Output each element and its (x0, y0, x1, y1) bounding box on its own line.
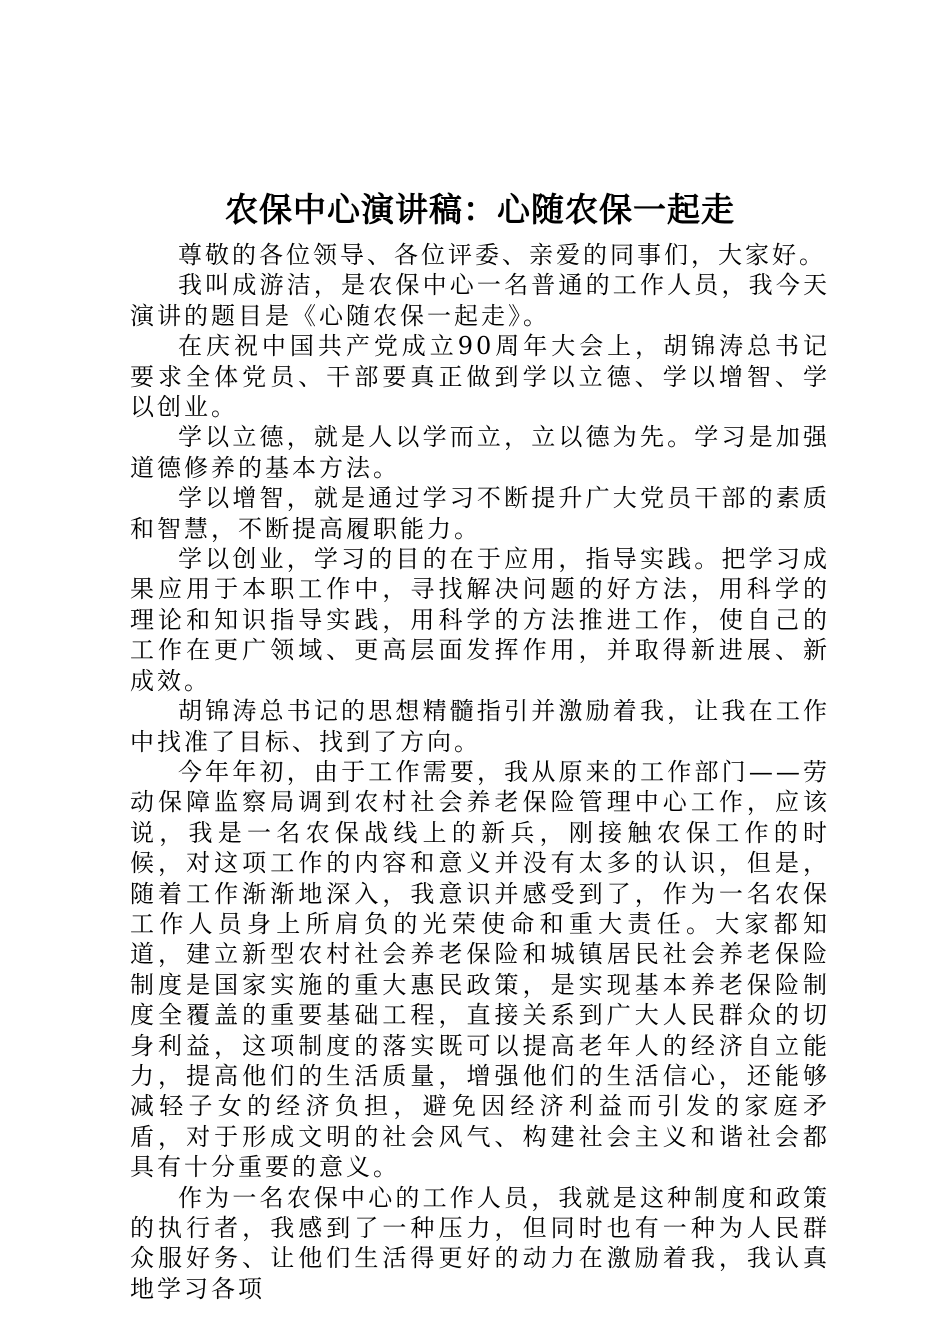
paragraph-study-for-career: 学以创业，学习的目的在于应用，指导实践。把学习成果应用于本职工作中，寻找解决问题的好方法，用科学的理论和知识指导实践，用科学的方法推进工作，使自己的工作在更广领域、更高层面发挥作用，并取得新进展、新成效。 (130, 545, 830, 695)
paragraph-executor: 作为一名农保中心的工作人员，我就是这种制度和政策的执行者，我感到了一种压力，但同时也有一种为人民群众服好务、让他们生活得更好的动力在激励着我，我认真地学习各项 (130, 1183, 830, 1303)
paragraph-greeting: 尊敬的各位领导、各位评委、亲爱的同事们，大家好。 (178, 241, 826, 269)
paragraph-party-anniversary: 在庆祝中国共产党成立90周年大会上，胡锦涛总书记要求全体党员、干部要真正做到学以立德、学以增智、学以创业。 (130, 332, 830, 422)
paragraph-new-role: 今年年初，由于工作需要，我从原来的工作部门——劳动保障监察局调到农村社会养老保险管理中心工作，应该说，我是一名农保战线上的新兵，刚接触农保工作的时候，对这项工作的内容和意义并没有太多的认识，但是，随着工作渐渐地深入，我意识并感受到了，作为一名农保工作人员身上所肩负的光荣使命和重大责任。大家都知道，建立新型农村社会养老保险和城镇居民社会养老保险制度是国家实施的重大惠民政策，是实现基本养老保险制度全覆盖的重要基础工程，直接关系到广大人民群众的切身利益，这项制度的落实既可以提高老年人的经济自立能力，提高他们的生活质量，增强他们的生活信心，还能够减轻子女的经济负担，避免因经济利益而引发的家庭矛盾，对于形成文明的社会风气、构建社会主义和谐社会都具有十分重要的意义。 (130, 757, 830, 1182)
document-title: 农保中心演讲稿：心随农保一起走 (225, 190, 735, 229)
paragraph-introduction: 我叫成游洁，是农保中心一名普通的工作人员，我今天演讲的题目是《心随农保一起走》。 (130, 271, 830, 330)
paragraph-inspiration: 胡锦涛总书记的思想精髓指引并激励着我，让我在工作中找准了目标、找到了方向。 (130, 697, 830, 756)
document-body (130, 240, 830, 1304)
paragraph-study-for-wisdom: 学以增智，就是通过学习不断提升广大党员干部的素质和智慧，不断提高履职能力。 (130, 484, 830, 543)
paragraph-study-for-virtue: 学以立德，就是人以学而立，立以德为先。学习是加强道德修养的基本方法。 (130, 423, 830, 482)
